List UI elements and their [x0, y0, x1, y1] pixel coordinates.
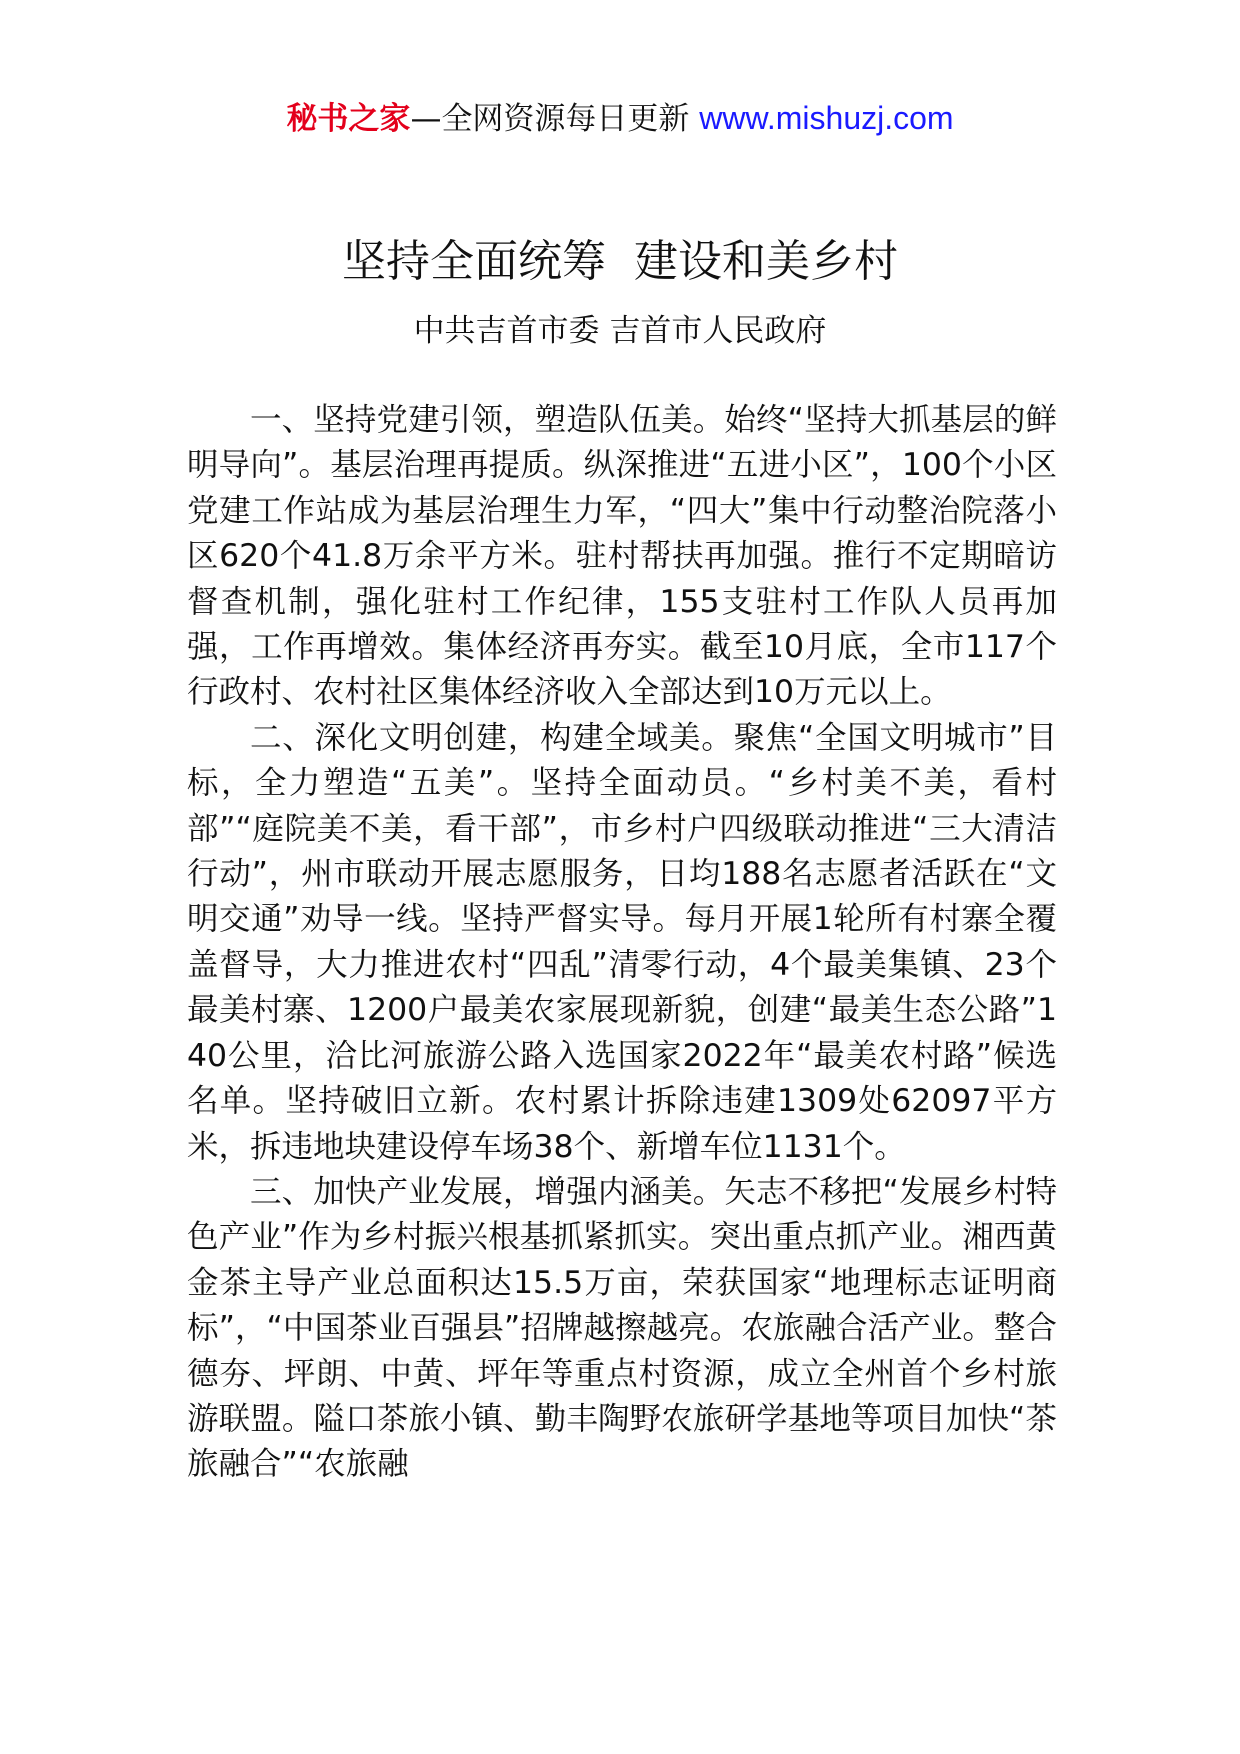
document-title: 坚持全面统筹 建设和美乡村 — [342, 236, 898, 287]
paragraph-3: 三、加快产业发展，增强内涵美。矢志不移把“发展乡村特色产业”作为乡村振兴根基抓紧抓实。突出重点抓产业。湘西黄金茶主导产业总面积达15.5万亩，荣获国家“地理标志证明商标”，“中国茶业百强县”招牌越擦越亮。农旅融合活产业。整合德夯、坪朗、中黄、坪年等重点村资源，成立全州首个乡村旅游联盟。隘口茶旅小镇、勤丰陶野农旅研学基地等项目加快“茶旅融合”“农旅融 — [187, 1173, 1057, 1483]
paragraph-1: 一、坚持党建引领，塑造队伍美。始终“坚持大抓基层的鲜明导向”。基层治理再提质。纵深推进“五进小区”，100个小区党建工作站成为基层治理生力军，“四大”集中行动整治院落小区620个41.8万余平方米。驻村帮扶再加强。推行不定期暗访督查机制，强化驻村工作纪律，155支驻村工作队人员再加强，工作再增效。集体经济再夯实。截至10月底，全市117个行政村、农村社区集体经济收入全部达到10万元以上。 — [187, 402, 1057, 711]
site-url-link[interactable]: www.mishuzj.com — [699, 100, 954, 136]
brand-name: 秘书之家 — [286, 101, 411, 137]
document-author: 中共吉首市委 吉首市人民政府 — [413, 313, 827, 349]
site-header — [0, 98, 1240, 139]
header-tagline: —全网资源每日更新 — [410, 101, 700, 137]
document-body — [187, 398, 1057, 1488]
paragraph-2: 二、深化文明创建，构建全域美。聚焦“全国文明城市”目标，全力塑造“五美”。坚持全面动员。“乡村美不美，看村部”“庭院美不美，看干部”，市乡村户四级联动推进“三大清洁行动”，州市联动开展志愿服务，日均188名志愿者活跃在“文明交通”劝导一线。坚持严督实导。每月开展1轮所有村寨全覆盖督导，大力推进农村“四乱”清零行动，4个最美集镇、23个最美村寨、1200户最美农家展现新貌，创建“最美生态公路”140公里，洽比河旅游公路入选国家2022年“最美农村路”候选名单。坚持破旧立新。农村累计拆除违建1309处62097平方米，拆违地块建设停车场38个、新增车位1131个。 — [187, 719, 1057, 1165]
